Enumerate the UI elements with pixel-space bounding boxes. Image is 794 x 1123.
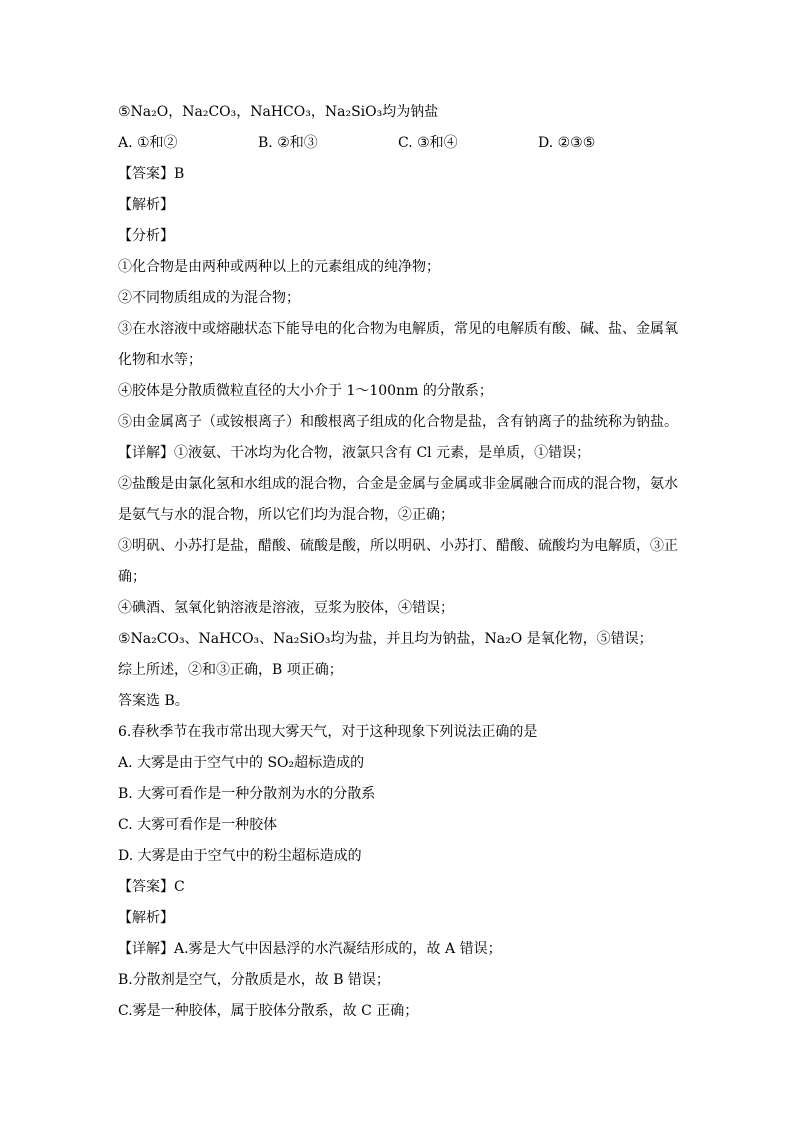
q6-option-a: A. 大雾是由于空气中的 SO₂超标造成的 xyxy=(118,755,365,771)
q6-detail-line: 【详解】A.雾是大气中因悬浮的水汽凝结形成的，故 A 错误； xyxy=(118,941,502,957)
q6-detail-line: B.分散剂是空气，分散质是水，故 B 错误； xyxy=(118,972,390,988)
q5-detail-line: ④碘酒、氢氧化钠溶液是溶液，豆浆为胶体，④错误； xyxy=(118,600,454,616)
q5-detail-line: 是氨气与水的混合物，所以它们均为混合物，②正确； xyxy=(118,507,454,523)
statement-5: ⑤Na₂O，Na₂CO₃，NaHCO₃，Na₂SiO₃均为钠盐 xyxy=(118,104,439,120)
q5-analysis-line: ③在水溶液中或熔融状态下能导电的化合物为电解质，常见的电解质有酸、碱、盐、金属氧 xyxy=(118,321,678,337)
q6-option-d: D. 大雾是由于空气中的粉尘超标造成的 xyxy=(118,848,362,864)
q5-detail-line: 确； xyxy=(118,569,146,585)
q6-option-b: B. 大雾可看作是一种分散剂为水的分散系 xyxy=(118,786,376,802)
q5-analysis-line: ①化合物是由两种或两种以上的元素组成的纯净物； xyxy=(118,259,440,275)
q5-detail-line: ⑤Na₂CO₃、NaHCO₃、Na₂SiO₃均为盐，并且均为钠盐，Na₂O 是氧化物，⑤错误； xyxy=(118,631,653,647)
q6-option-c: C. 大雾可看作是一种胶体 xyxy=(118,817,278,833)
q5-analysis-line: 化物和水等； xyxy=(118,352,202,368)
document-page xyxy=(118,97,678,1027)
q5-option-d: D. ②③⑤ xyxy=(538,135,596,151)
q6-jiexi-heading: 【解析】 xyxy=(118,910,174,926)
q5-detail-line: ③明矾、小苏打是盐，醋酸、硫酸是酸，所以明矾、小苏打、醋酸、硫酸均为电解质，③正 xyxy=(118,538,678,554)
q5-analysis-line: ②不同物质组成的为混合物； xyxy=(118,290,300,306)
q6-detail-line: C.雾是一种胶体，属于胶体分散系，故 C 正确； xyxy=(118,1003,419,1019)
q5-option-b: B. ②和③ xyxy=(258,135,318,151)
q5-detail-line: 【详解】①液氨、干冰均为化合物，液氯只含有 Cl 元素，是单质，①错误； xyxy=(118,445,591,461)
q5-jiexi-heading: 【解析】 xyxy=(118,197,174,213)
q5-analysis-line: ④胶体是分散质微粒直径的大小介于 1～100nm 的分散系； xyxy=(118,383,493,399)
q5-detail-line: 综上所述，②和③正确，B 项正确； xyxy=(118,662,343,678)
q5-fenxi-heading: 【分析】 xyxy=(118,228,174,244)
q5-option-c: C. ③和④ xyxy=(398,135,458,151)
q5-analysis-line: ⑤由金属离子（或铵根离子）和酸根离子组成的化合物是盐，含有钠离子的盐统称为钠盐。 xyxy=(118,414,678,430)
q5-options xyxy=(118,128,678,159)
q6-answer: 【答案】C xyxy=(118,879,185,895)
q5-answer: 【答案】B xyxy=(118,166,185,182)
q5-detail-line: ②盐酸是由氯化氢和水组成的混合物，合金是金属与金属或非金属融合而成的混合物，氨水 xyxy=(118,476,678,492)
q5-detail-line: 答案选 B。 xyxy=(118,693,189,709)
q5-option-a: A. ①和② xyxy=(118,135,178,151)
q6-stem: 6.春秋季节在我市常出现大雾天气，对于这种现象下列说法正确的是 xyxy=(118,724,538,740)
